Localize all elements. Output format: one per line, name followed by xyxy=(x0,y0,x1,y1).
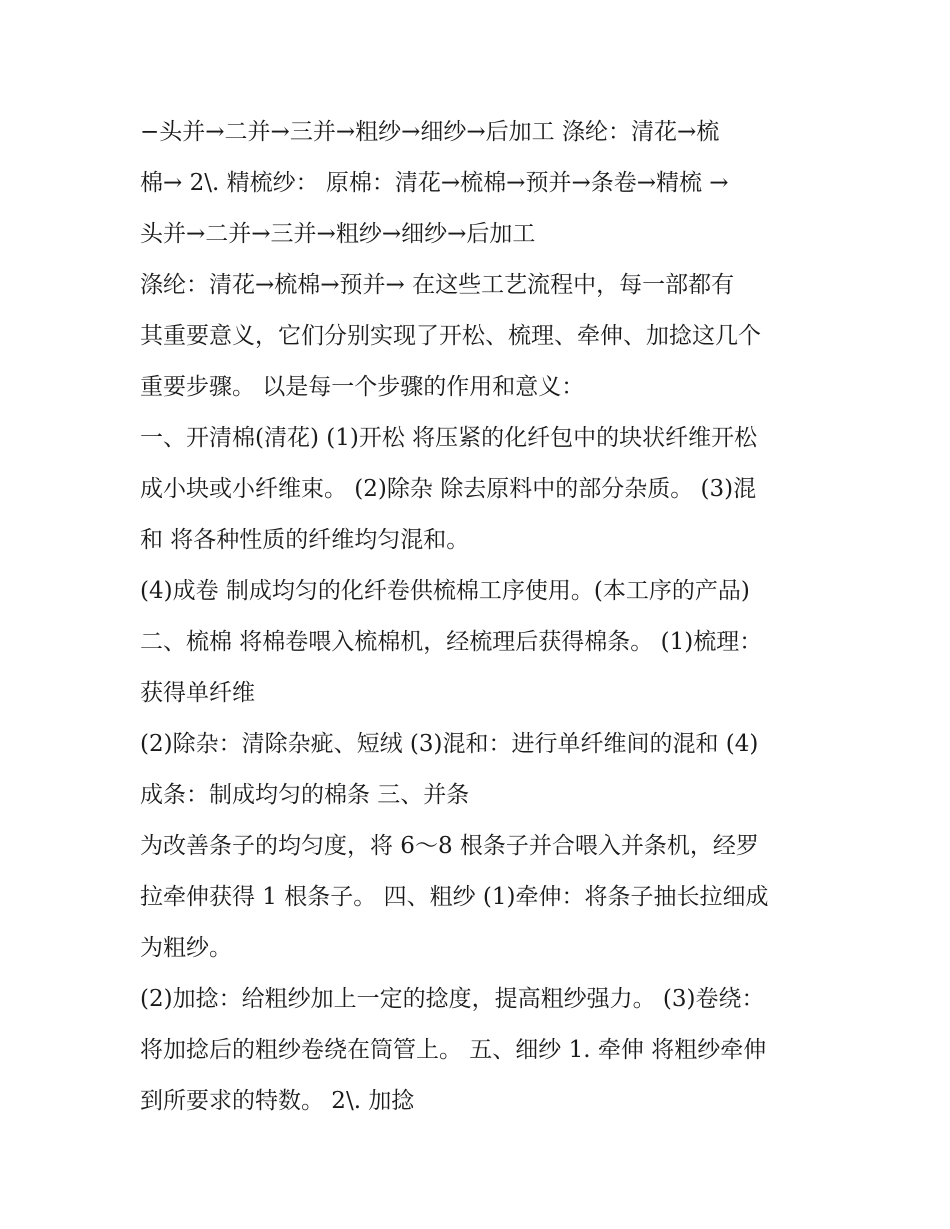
text-line: 为粗纱。 xyxy=(140,935,232,961)
text-line: 获得单纤维 xyxy=(140,680,255,706)
text-line: 头并→二并→三并→粗纱→细纱→后加工 xyxy=(140,221,536,247)
text-line: 到所要求的特数。 2\. 加捻 xyxy=(140,1088,415,1114)
text-line: 成小块或小纤维束。 (2)除杂 除去原料中的部分杂质。 (3)混 xyxy=(140,476,757,502)
text-line: 和 将各种性质的纤维均匀混和。 xyxy=(140,527,470,553)
text-line: 拉牵伸获得 1 根条子。 四、粗纱 (1)牵伸：将条子抽长拉细成 xyxy=(140,884,769,910)
text-line: −头并→二并→三并→粗纱→细纱→后加工 涤纶：清花→梳 xyxy=(140,119,720,145)
text-line: 成条：制成均匀的棉条 三、并条 xyxy=(140,782,470,808)
text-line: (2)加捻：给粗纱加上一定的捻度，提高粗纱强力。 (3)卷绕： xyxy=(140,986,765,1012)
text-line: (2)除杂：清除杂疵、短绒 (3)混和：进行单纤维间的混和 (4) xyxy=(140,731,759,757)
text-line: 重要步骤。 以是每一个步骤的作用和意义： xyxy=(140,374,585,400)
text-line: (4)成卷 制成均匀的化纤卷供梳棉工序使用。(本工序的产品) xyxy=(140,578,750,604)
text-line: 为改善条子的均匀度，将 6～8 根条子并合喂入并条机，经罗 xyxy=(140,833,759,859)
text-line: 涤纶：清花→梳棉→预并→ 在这些工艺流程中，每一部都有 xyxy=(140,272,735,298)
text-line: 一、开清棉(清花) (1)开松 将压紧的化纤包中的块状纤维开松 xyxy=(140,425,758,451)
text-line: 其重要意义，它们分别实现了开松、梳理、牵伸、加捻这几个 xyxy=(140,323,761,349)
text-line: 棉→ 2\. 精梳纱： 原棉：清花→梳棉→预并→条卷→精梳 → xyxy=(140,170,729,196)
text-line: 二、梳棉 将棉卷喂入梳棉机，经梳理后获得棉条。 (1)梳理： xyxy=(140,629,763,655)
text-line: 将加捻后的粗纱卷绕在筒管上。 五、细纱 1. 牵伸 将粗纱牵伸 xyxy=(140,1037,767,1063)
document-body xyxy=(140,107,820,1127)
